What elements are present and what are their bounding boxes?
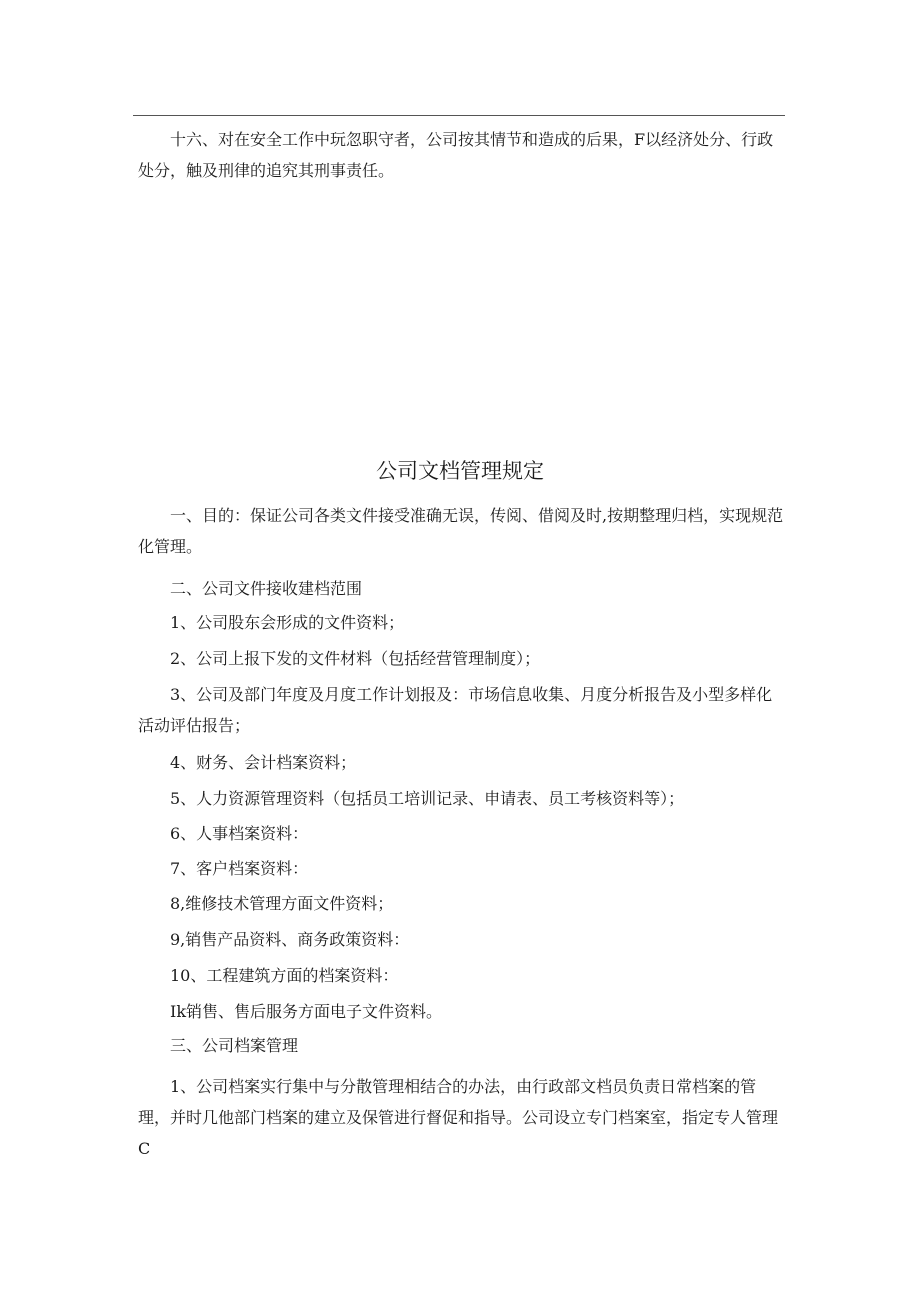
list-item: 5、人力资源管理资料（包括员工培训记录、申请表、员工考核资料等）； (170, 789, 685, 808)
list-item: 10、工程建筑方面的档案资料： (170, 966, 399, 985)
list-item: 2、公司上报下发的文件材料（包括经营管理制度）； (170, 649, 541, 668)
document-title: 公司文档管理规定 (376, 459, 544, 483)
list-item: 8,维修技术管理方面文件资料； (170, 894, 394, 913)
section-heading-scope: 二、公司文件接收建档范围 (170, 579, 363, 598)
list-item: 6、人事档案资料： (170, 824, 309, 843)
list-item: 9,销售产品资料、商务政策资料： (170, 930, 410, 949)
paragraph-16: 十六、对在安全工作中玩忽职守者，公司按其情节和造成的后果，F以经济处分、行政处分，触及刑律的追究其刑事责任。 (138, 130, 774, 180)
list-item: Ik销售、售后服务方面电子文件资料。 (170, 1002, 443, 1021)
list-item: 4、财务、会计档案资料； (170, 753, 357, 772)
section-heading-management: 三、公司档案管理 (170, 1036, 299, 1055)
list-item: 7、客户档案资料： (170, 859, 309, 878)
list-item: 1、公司档案实行集中与分散管理相结合的办法，由行政部文档员负责日常档案的管理，并时几他部门档案的建立及保管进行督促和指导。公司设立专门档案室，指定专人管理C (138, 1077, 779, 1158)
list-item: 1、公司股东会形成的文件资料； (170, 613, 405, 632)
list-item: 3、公司及部门年度及月度工作计划报及：市场信息收集、月度分析报告及小型多样化活动评估报告； (138, 685, 773, 735)
paragraph-purpose: 一、目的：保证公司各类文件接受准确无误，传阅、借阅及时,按期整理归档，实现规范化管理。 (138, 506, 784, 556)
header-rule (133, 115, 785, 116)
